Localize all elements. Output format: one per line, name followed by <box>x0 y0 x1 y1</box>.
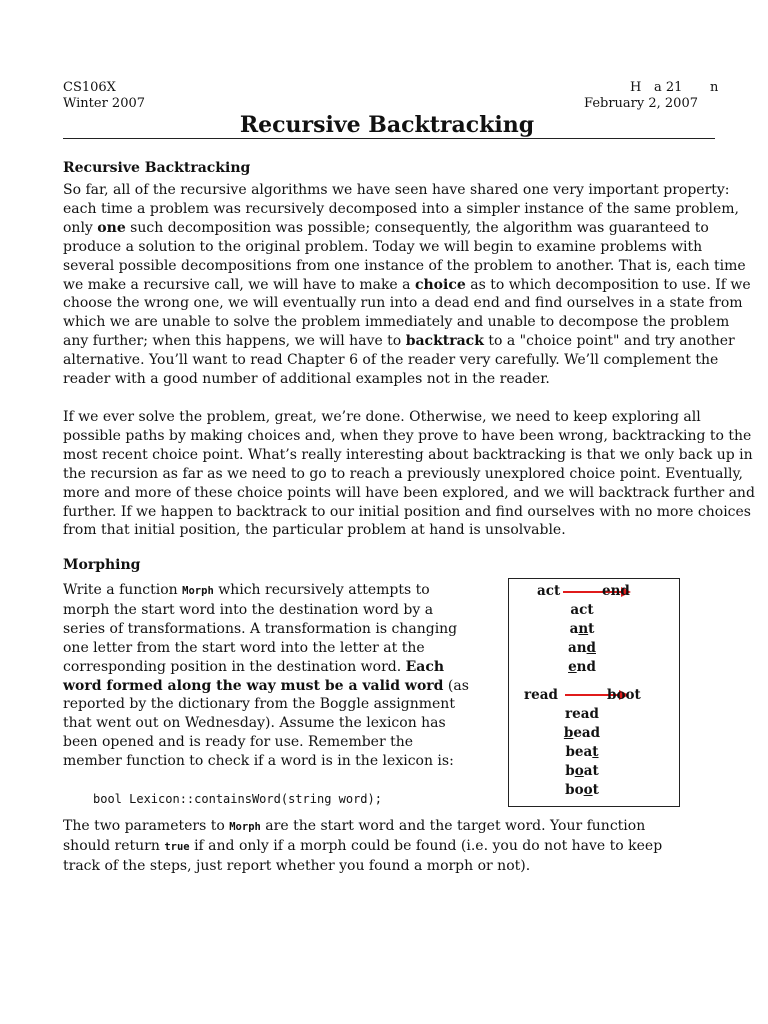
word-part: ead <box>573 725 601 741</box>
code-term: Morph <box>182 585 214 597</box>
text-run: that went out on Wednesday). Assume the lexicon has <box>63 715 446 732</box>
morph-step <box>509 705 655 723</box>
text-run: any further; when this happens, we will have to <box>63 333 406 350</box>
text-run: alternative. You’ll want to read Chapter 6 of the reader very carefully. We’ll complement the <box>63 352 719 369</box>
handout-part: H <box>630 80 642 95</box>
morph-paragraph <box>63 581 469 771</box>
morph-step <box>509 620 655 638</box>
text-line <box>63 370 715 389</box>
bold-term: backtrack <box>405 333 484 350</box>
changed-letter: o <box>574 763 584 779</box>
text-run: been opened and is ready for use. Remember the <box>63 734 414 751</box>
text-run: one letter from the start word into the letter at the <box>63 639 425 656</box>
text-line <box>63 313 730 332</box>
text-line <box>63 695 455 714</box>
text-line <box>63 714 446 733</box>
text-run: as to which decomposition to use. If we <box>465 276 751 293</box>
word-part: read <box>565 706 599 722</box>
course-code: CS106X <box>63 80 116 95</box>
text-line <box>63 484 755 503</box>
text-run: which we are unable to solve the problem immediately and unable to decompose the problem <box>63 314 730 331</box>
text-line <box>63 276 751 295</box>
word-part: an <box>567 640 587 656</box>
text-run: only <box>63 219 98 236</box>
text-line <box>63 408 715 427</box>
text-run: we make a recursive call, we will have to make a <box>63 276 415 293</box>
morph-step <box>509 781 655 799</box>
text-line <box>63 219 715 238</box>
page-title: Recursive Backtracking <box>239 112 535 138</box>
changed-letter: n <box>578 621 589 637</box>
text-line <box>63 294 743 313</box>
bold-term: choice <box>414 276 466 293</box>
text-line <box>63 857 715 876</box>
text-run: Write a function <box>63 582 183 598</box>
text-run: track of the steps, just report whether you found a morph or not). <box>63 857 531 874</box>
text-run: So far, all of the recursive algorithms we have seen have shared one very important property: <box>63 182 730 198</box>
text-run: choose the wrong one, we will eventually run into a dead end and find ourselves in a state from <box>63 295 743 312</box>
text-line <box>63 837 715 857</box>
text-run: reported by the dictionary from the Boggle assignment <box>63 696 455 713</box>
text-line <box>63 351 719 370</box>
bold-term: one <box>97 219 126 236</box>
morph-step <box>509 639 655 657</box>
text-line <box>63 446 753 465</box>
text-line <box>63 521 715 540</box>
word-part: t <box>592 782 599 798</box>
text-line <box>63 601 443 620</box>
text-line <box>63 677 469 696</box>
word-part: bo <box>565 782 584 798</box>
text-run: (as <box>443 677 469 694</box>
text-run: several possible decompositions from one instance of the problem to another. That is, each time <box>63 257 746 274</box>
changed-letter: b <box>563 725 574 741</box>
text-run: If we ever solve the problem, great, we’re done. Otherwise, we need to keep exploring all <box>63 409 701 425</box>
date: February 2, 2007 <box>584 96 698 111</box>
morph-step <box>509 658 655 676</box>
code-term: Morph <box>229 821 261 833</box>
text-run: possible paths by making choices and, when they prove to have been wrong, backtracking to the <box>63 427 752 444</box>
bold-term: word formed along the way must be a valid word <box>63 677 444 694</box>
handout-part: n <box>710 80 719 95</box>
handout-part: a 21 <box>654 80 683 95</box>
morph-step <box>509 743 655 761</box>
text-run: further. If we happen to backtrack to our initial position and find ourselves with no more choices <box>63 503 751 520</box>
text-line <box>63 238 715 257</box>
text-line <box>63 427 752 446</box>
text-run: such decomposition was possible; consequently, the algorithm was guaranteed to <box>125 219 709 236</box>
text-line <box>63 620 458 639</box>
morph-step <box>509 724 655 742</box>
text-line <box>63 752 454 771</box>
title-rule <box>63 138 715 139</box>
text-line <box>63 639 443 658</box>
text-run: to a "choice point" and try another <box>483 333 735 350</box>
word-part: a <box>569 621 579 637</box>
parameters-paragraph <box>63 817 715 876</box>
changed-letter: d <box>586 640 596 656</box>
section-heading: Recursive Backtracking <box>63 160 251 176</box>
text-run: should return <box>63 837 165 854</box>
text-run: more and more of these choice points will have been explored, and we will backtrack further and <box>63 484 755 501</box>
text-line <box>63 181 730 200</box>
word-part: b <box>565 763 575 779</box>
text-run: from that initial position, the particular problem at hand is unsolvable. <box>63 522 566 539</box>
bold-term: Each <box>405 658 445 675</box>
section-heading: Morphing <box>63 557 141 573</box>
example-target-word: end <box>602 583 630 599</box>
word-part: t <box>588 621 595 637</box>
word-part: at <box>583 763 599 779</box>
example-target-word: boot <box>607 687 641 703</box>
text-run: if and only if a morph could be found (i.e. you do not have to keep <box>189 837 663 854</box>
text-run: member function to check if a word is in the lexicon is: <box>63 753 454 770</box>
example-start-word: act <box>537 583 561 599</box>
text-run: series of transformations. A transformation is changing <box>63 620 458 637</box>
text-line <box>63 503 751 522</box>
intro-paragraph <box>63 181 751 389</box>
text-run: corresponding position in the destination word. <box>63 658 406 675</box>
term: Winter 2007 <box>63 96 146 111</box>
text-line <box>63 658 443 677</box>
text-run: are the start word and the target word. Your function <box>260 818 646 834</box>
text-line <box>63 581 443 601</box>
text-line <box>63 257 746 276</box>
text-run: the recursion as far as we need to go to reach a previously unexplored choice point. Eventually, <box>63 465 743 482</box>
code-term: true <box>164 840 190 853</box>
morph-step <box>509 762 655 780</box>
text-line <box>63 332 735 351</box>
text-line <box>63 733 443 752</box>
example-start-word: read <box>524 687 558 703</box>
changed-letter: e <box>568 659 577 675</box>
morph-step <box>509 601 655 619</box>
text-run: reader with a good number of additional examples not in the reader. <box>63 371 550 388</box>
text-run: each time a problem was recursively decomposed into a simpler instance of the same problem, <box>63 200 739 217</box>
text-line <box>63 465 743 484</box>
text-run: produce a solution to the original problem. Today we will begin to examine problems with <box>63 238 703 255</box>
text-line <box>63 817 715 837</box>
word-part: bea <box>565 744 593 760</box>
code-snippet: bool Lexicon::containsWord(string word); <box>93 792 382 806</box>
text-run: which recursively attempts to <box>213 582 430 598</box>
word-part: nd <box>576 659 596 675</box>
changed-letter: o <box>583 782 593 798</box>
changed-letter: t <box>592 744 599 760</box>
text-run: most recent choice point. What’s really interesting about backtracking is that we only back up in <box>63 446 753 463</box>
text-line <box>63 200 739 219</box>
text-run: The two parameters to <box>63 818 230 834</box>
morph-example-box <box>508 578 680 807</box>
word-part: act <box>570 602 594 618</box>
text-run: morph the start word into the destination word by a <box>63 601 434 618</box>
backtracking-paragraph <box>63 408 755 540</box>
